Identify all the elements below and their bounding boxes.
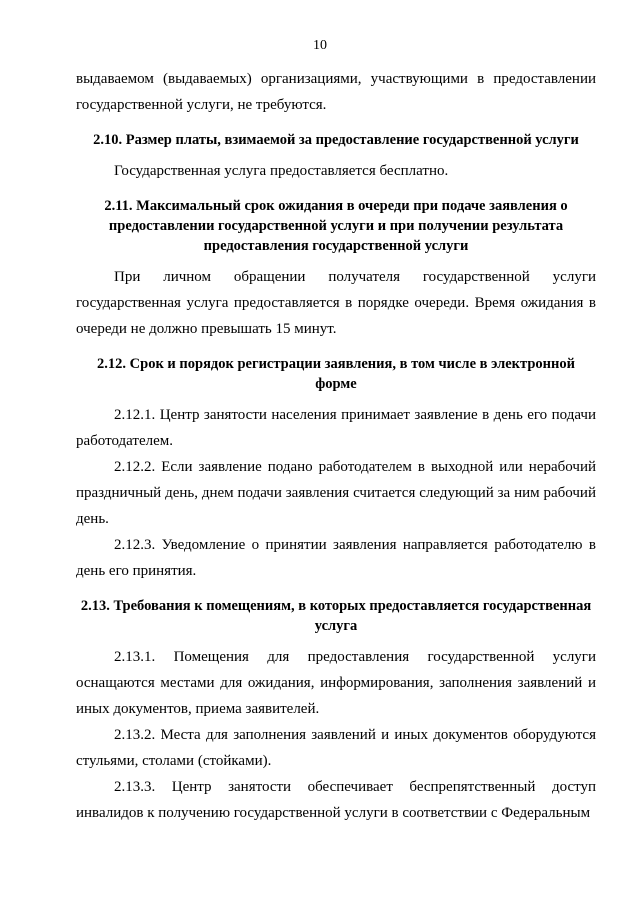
paragraph-2-12-1: 2.12.1. Центр занятости населения принимает заявление в день его подачи работодателем. xyxy=(76,407,596,449)
paragraph-continuation: выдаваемом (выдаваемых) организациями, участвующими в предоставлении государственной услуги, не требуются. xyxy=(76,71,596,113)
paragraph-2-13-1: 2.13.1. Помещения для предоставления государственной услуги оснащаются местами для ожидания, информирования, заполнения заявлений и иных документов, приема заявителей. xyxy=(76,649,596,717)
paragraph-2-11: При личном обращении получателя государственной услуги государственная услуга предоставляется в порядке очереди. Время ожидания в очереди не должно превышать 15 минут. xyxy=(76,269,596,337)
section-heading-2-10: 2.10. Размер платы, взимаемой за предоставление государственной услуги xyxy=(93,132,579,148)
paragraph-2-12-2: 2.12.2. Если заявление подано работодателем в выходной или нерабочий праздничный день, днем подачи заявления считается следующий за ним рабочий день. xyxy=(76,459,596,527)
paragraph-2-12-3: 2.12.3. Уведомление о принятии заявления направляется работодателю в день его принятия. xyxy=(76,537,596,579)
section-heading-2-11: 2.11. Максимальный срок ожидания в очереди при подаче заявления о предоставлении государственной услуги и при получении результата предоставления государственной услуги xyxy=(104,198,568,254)
paragraph-2-13-2: 2.13.2. Места для заполнения заявлений и иных документов оборудуются стульями, столами (стойками). xyxy=(76,727,596,769)
section-heading-2-13: 2.13. Требования к помещениям, в которых предоставляется государственная услуга xyxy=(80,598,592,634)
paragraph-2-10: Государственная услуга предоставляется бесплатно. xyxy=(114,163,449,179)
section-heading-2-12: 2.12. Срок и порядок регистрации заявления, в том числе в электронной форме xyxy=(97,356,575,392)
paragraph-2-13-3: 2.13.3. Центр занятости обеспечивает беспрепятственный доступ инвалидов к получению государственной услуги в соответствии с Федеральным xyxy=(76,779,596,821)
document-body xyxy=(76,66,596,826)
page-number: 10 xyxy=(313,38,327,53)
